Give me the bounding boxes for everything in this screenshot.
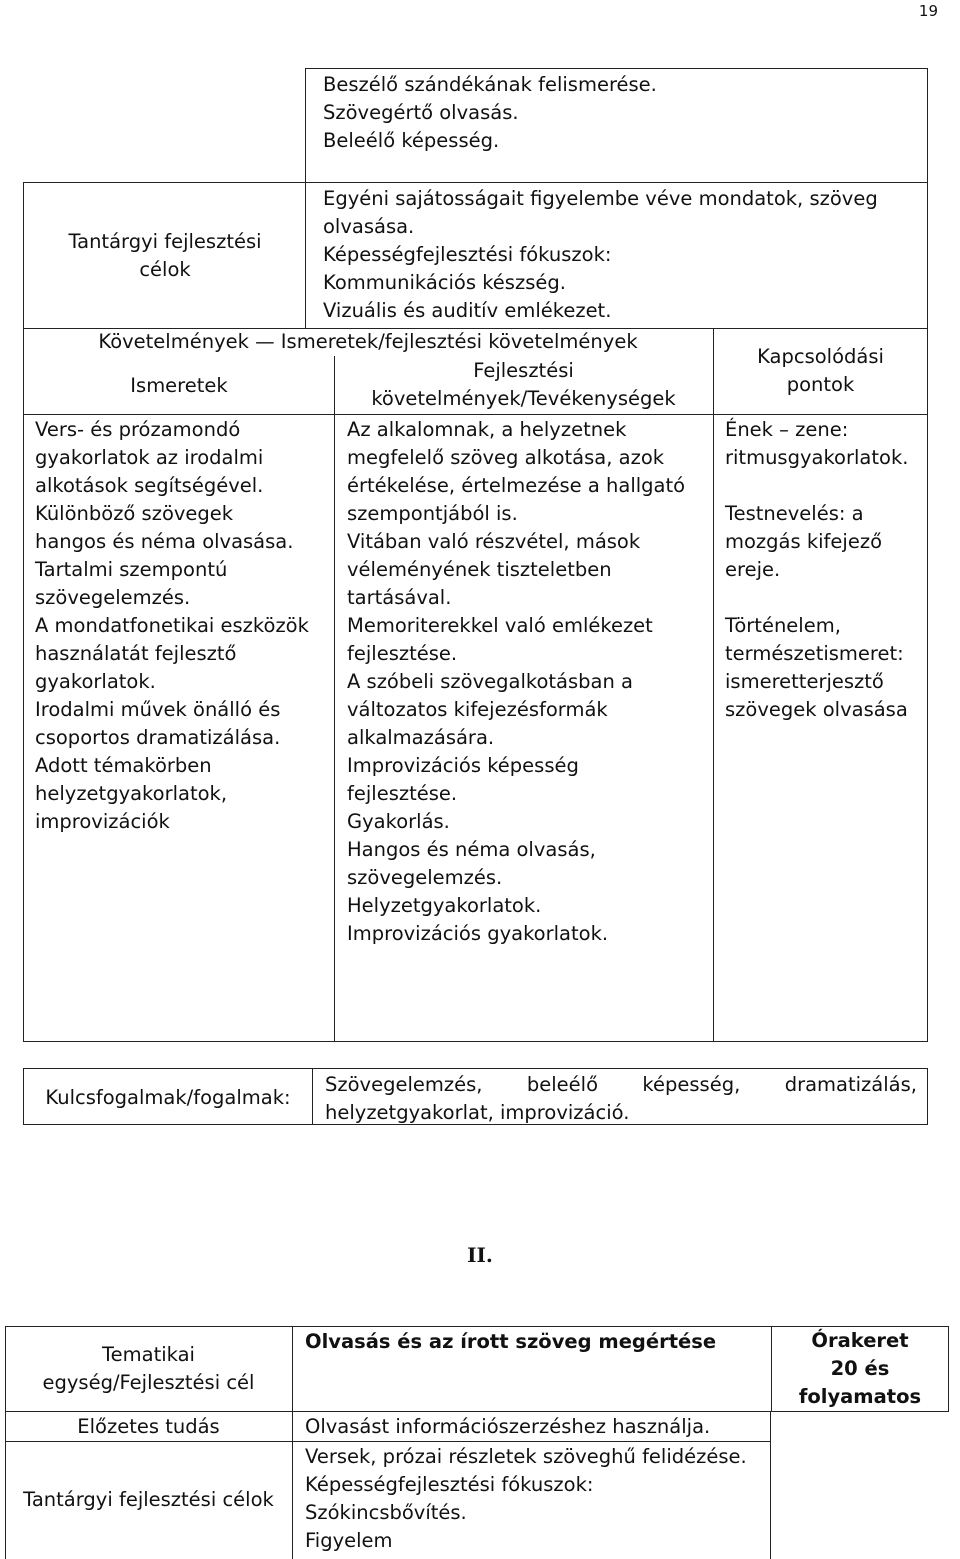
hours-cell (772, 1327, 948, 1411)
list-item: értékelése, értelmezése a hallgató (347, 474, 686, 497)
dev-header (335, 357, 712, 413)
spacer (725, 584, 908, 612)
text-line: Tematikai (102, 1343, 195, 1366)
text-line: Figyelem (305, 1529, 393, 1552)
list-item: helyzetgyakorlatok, (35, 782, 228, 805)
text-line: pontok (786, 373, 855, 396)
list-item: megfelelő szöveg alkotása, azok (347, 446, 665, 469)
list-item: Gyakorlás. (347, 810, 450, 833)
table-border (948, 1326, 949, 1411)
page-number: 19 (918, 2, 938, 20)
top-cell-text (323, 71, 657, 155)
list-item: ritmusgyakorlatok. (725, 446, 909, 469)
goals-label: Tantárgyi fejlesztési célok (23, 1488, 274, 1511)
list-item: szövegek olvasása (725, 698, 908, 721)
text-line: Képességfejlesztési fókuszok: (323, 243, 612, 266)
text-line: Kommunikációs készség. (323, 271, 566, 294)
links-header (714, 343, 927, 399)
table-border (5, 1441, 771, 1442)
goals-text (323, 185, 878, 325)
text-line: Fejlesztési (473, 359, 574, 382)
table-border (23, 1041, 928, 1042)
text-line: Kapcsolódási (757, 345, 884, 368)
unit-label (6, 1341, 291, 1397)
table-border (770, 1411, 771, 1559)
development-list (347, 416, 685, 948)
list-item: Memoriterekkel való emlékezet (347, 614, 653, 637)
table-border (927, 68, 928, 328)
list-item: Adott témakörben (35, 754, 212, 777)
unit-title: Olvasás és az írott szöveg megértése (305, 1330, 717, 1353)
list-item: Vers- és prózamondó (35, 418, 241, 441)
text-line: Beszélő szándékának felismerése. (323, 73, 657, 96)
list-item: szövegelemzés. (35, 586, 191, 609)
text-line: Tantárgyi fejlesztési (68, 230, 262, 253)
list-item: hangos és néma olvasása. (35, 530, 294, 553)
text-line: olvasása. (323, 215, 415, 238)
list-item: Tartalmi szempontú (35, 558, 228, 581)
text-line: egység/Fejlesztési cél (42, 1371, 255, 1394)
links-list (725, 416, 908, 724)
prior-knowledge-text: Olvasást információszerzéshez használja. (305, 1415, 711, 1438)
text-line: célok (139, 258, 191, 281)
table-border (292, 1326, 293, 1559)
list-item: szövegelemzés. (347, 866, 503, 889)
list-item: véleményének tiszteletben (347, 558, 612, 581)
list-item: Testnevelés: a (725, 502, 864, 525)
table-border (23, 182, 306, 183)
list-item: A szóbeli szövegalkotásban a (347, 670, 633, 693)
list-item: ereje. (725, 558, 781, 581)
list-item: Hangos és néma olvasás, (347, 838, 596, 861)
list-item: Az alkalomnak, a helyzetnek (347, 418, 627, 441)
table-border (305, 68, 928, 69)
list-item: Vitában való részvétel, mások (347, 530, 641, 553)
keywords-line-1 (325, 1071, 917, 1099)
table-border (334, 356, 335, 1042)
text-line: Beleélő képesség. (323, 129, 500, 152)
list-item: alkotások segítségével. (35, 474, 264, 497)
keyword: beleélő (526, 1073, 599, 1096)
list-item: szempontjából is. (347, 502, 518, 525)
keyword: képesség, (642, 1073, 741, 1096)
list-item: A mondatfonetikai eszközök (35, 614, 309, 637)
list-item: fejlesztése. (347, 782, 458, 805)
list-item: Helyzetgyakorlatok. (347, 894, 542, 917)
keywords-label: Kulcsfogalmak/fogalmak: (45, 1086, 291, 1109)
list-item: tartásával. (347, 586, 452, 609)
keyword: Szövegelemzés, (325, 1073, 483, 1096)
text-line: Versek, prózai részletek szöveghű felidézése. (305, 1445, 747, 1468)
text-line: 20 és (830, 1357, 890, 1380)
table-border (23, 414, 928, 415)
list-item: természetismeret: (725, 642, 904, 665)
list-item: fejlesztése. (347, 642, 458, 665)
table-border (23, 182, 24, 1042)
list-item: improvizációk (35, 810, 170, 833)
table-border (312, 1068, 313, 1125)
text-line: Szókincsbővítés. (305, 1501, 467, 1524)
section-title: II. (467, 1243, 493, 1267)
text-line: követelmények/Tevékenységek (371, 387, 676, 410)
list-item: Történelem, (725, 614, 841, 637)
goals-text (305, 1443, 747, 1555)
text-line: Szövegértő olvasás. (323, 101, 519, 124)
text-line: Vizuális és auditív emlékezet. (323, 299, 612, 322)
text-line: Egyéni sajátosságait figyelembe véve mondatok, szöveg (323, 187, 878, 210)
text-line: Képességfejlesztési fókuszok: (305, 1473, 594, 1496)
list-item: Különböző szövegek (35, 502, 234, 525)
text-line: Órakeret (811, 1329, 909, 1352)
requirements-header: Követelmények — Ismeretek/fejlesztési követelmények (98, 330, 638, 353)
table-border (713, 328, 714, 1042)
keyword: dramatizálás, (784, 1073, 917, 1096)
prior-knowledge-label: Előzetes tudás (77, 1415, 220, 1438)
list-item: Improvizációs gyakorlatok. (347, 922, 609, 945)
list-item: gyakorlatok az irodalmi (35, 446, 264, 469)
table-border (305, 68, 306, 328)
knowledge-header: Ismeretek (130, 374, 228, 397)
text-line: folyamatos (798, 1385, 922, 1408)
list-item: Ének – zene: (725, 418, 849, 441)
list-item: alkalmazására. (347, 726, 495, 749)
list-item: mozgás kifejező (725, 530, 882, 553)
list-item: Improvizációs képesség (347, 754, 579, 777)
table-border (5, 1411, 949, 1412)
knowledge-list (35, 416, 309, 836)
list-item: Irodalmi művek önálló és (35, 698, 281, 721)
table-border (305, 182, 928, 183)
list-item: használatát fejlesztő (35, 642, 237, 665)
list-item: ismeretterjesztő (725, 670, 884, 693)
table-border (927, 328, 928, 1042)
list-item: gyakorlatok. (35, 670, 156, 693)
spacer (725, 472, 908, 500)
list-item: változatos kifejezésformák (347, 698, 608, 721)
list-item: csoportos dramatizálása. (35, 726, 281, 749)
goals-label (30, 228, 300, 284)
keywords-line-2: helyzetgyakorlat, improvizáció. (325, 1101, 630, 1124)
